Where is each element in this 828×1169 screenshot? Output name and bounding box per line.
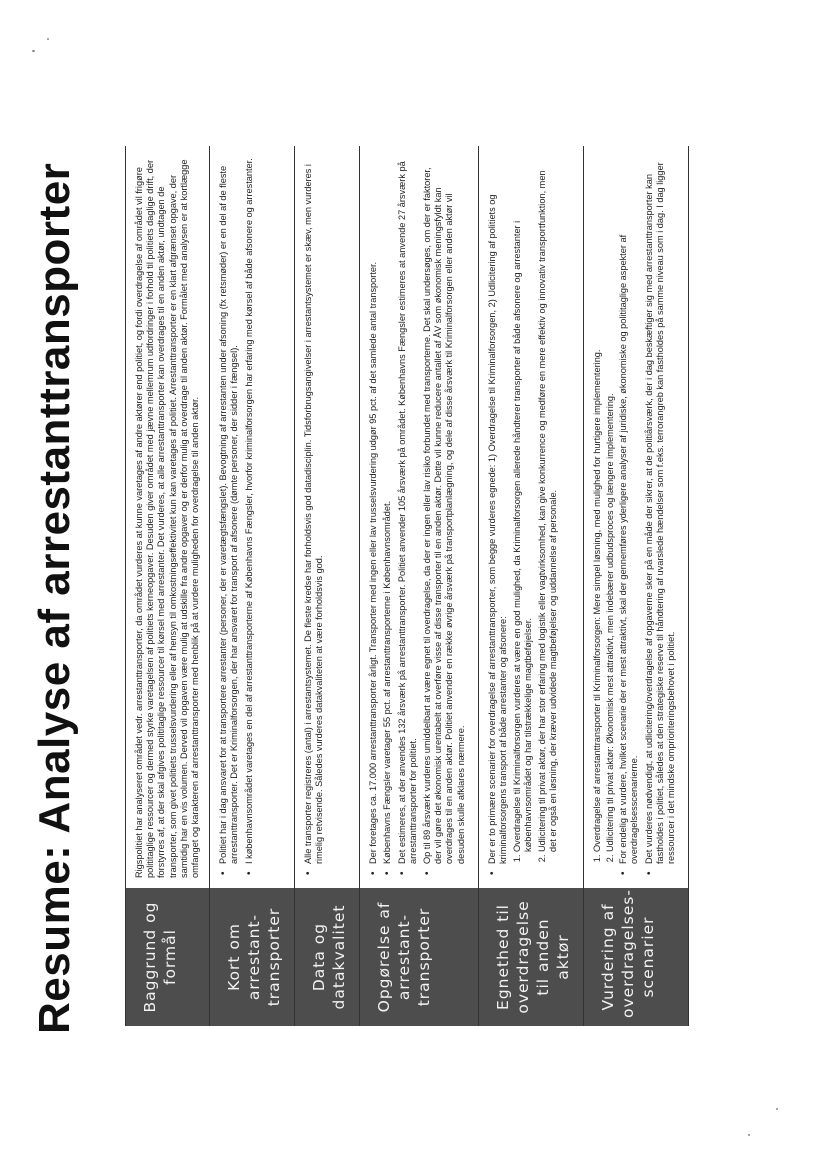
bullet-item: • Alle transporter registreres (antal) i arrestantsystemet. De fleste kredse har forholdsvis god datadisciplin. Tidsforbrugsangivelser i arrestantsystemet er skæv, men vurderes i rimelig retvisende. Således vurderes datakvaliteten at være forholdsvis god. (303, 156, 325, 864)
section-label: Vurdering af overdragelses-scenarier (584, 888, 688, 1026)
summary-table (125, 146, 689, 1026)
numbered-item: 1. Overdragelse af arrestanttransporter til Kriminalforsorgen: Mere simpel løsning, med mulighed for hurtigere implementering. (592, 156, 603, 852)
section-content (360, 146, 478, 888)
bullet-item: • Der foretages ca. 17.000 arrestanttransporter årligt. Transporter med ingen eller lav trusselsvurdering udgør 95 pct. af det samlede antal transporter. (368, 156, 379, 864)
numbered-list (512, 156, 559, 878)
section-label: Data og datakvalitet (295, 888, 359, 1026)
bullet-item: • Op til 89 årsværk vurderes umiddelbart at være egnet til overdragelse, da der er ingen eller lav risiko forbundet med transporterne. Det skal undersøges, om der er faktorer, der vil gøre det økonomisk urentabelt at overføre visse af disse transporter til en anden aktør. Dette vil kunne reducere antallet af ÅV som økonomisk meningsfyldt kan overdrages til en anden aktør. Politiet anvender en række øvrige årsværk på transportplanlægning, og dele af disse årsværk til Kriminalforsorgen eller anden aktør vil desuden skulle afklares nærmere. (422, 156, 467, 864)
section-row-egnethed (479, 146, 584, 1026)
bullet-list (487, 156, 509, 878)
bullet-item: • Det vurderes nødvendigt, at udlicitering/overdragelse af opgaverne sker på en måde der sikrer, at de politiårsværk, der i dag beskæftiger sig med arrestanttransporter kan fastholdes i politiet, således at den strategiske reserve til håndtering af uvarslede hændelser som f.eks. terrorangreb kan fastholdes på samme niveau som i dag. I dag ligger ressourcer i det mindske omprioriteringsbehovet i politiet. (644, 156, 678, 864)
section-row-data (295, 146, 360, 1026)
section-label: Egnethed til overdragelse til anden aktør (479, 888, 583, 1026)
section-row-opgoerelse (360, 146, 479, 1026)
bullet-item: • Politiet har i dag ansvaret for at transportere arrestanter (personer, der er varetægtsfængslet). Bevogtning af arrestanten under afsoning (fx retsmøder) er en del af de fleste arrestanttransporter. Det er Kriminalforsorgen, der har ansvaret for transport af afsonere (dømte personer, der sidder i fængsel). (218, 156, 240, 864)
bullet-item: • Københavns Fængsler varetager 55 pct. af arrestanttransporterne i Københavnsområdet. (382, 156, 393, 864)
section-content (479, 146, 583, 888)
section-content (584, 146, 688, 888)
section-content (295, 146, 359, 888)
bullet-list (218, 156, 255, 878)
bullet-item: • Der er to primære scenarier for overdragelse af arrestanttransporter, som begge vurderes egnede: 1) Overdragelse til Kriminalforsorgen, 2) Udlicitering af politiets og kriminalforsorgens transport af både arrestanter og afsonere: (487, 156, 509, 864)
numbered-item: 2. Udlicitering til privat aktør: Økonomisk mest attraktivt, men indebærer udbudsproces og længere implementering. (605, 156, 616, 852)
section-row-kort-om (210, 146, 295, 1026)
bullet-item: • Det estimeres, at der anvendes 132 årsværk på arrestanttransporter. Politiet anvender 105 årsværk på området. Københavns Fængsler estimeres at anvende 27 årsværk på arrestanttransporter for politiet. (397, 156, 419, 864)
bullet-list (368, 156, 467, 878)
bullet-item: • I københavnsområdet varetages en del af arrestanttransporterne af Københavns Fængsler, hvorfor kriminalforsorgen har erfaring med kørsel af både afsonere og arrestanter. (244, 156, 255, 864)
section-paragraph: Rigspolitiet har analyseret området vedr. arrestanttransporter, da området vurderes at kunne varetages af andre aktører end politiet, og fordi overdragelse af området vil frigøre polititaglige ressourcer og dermed styrke varetagelsen af politiets kerneopgaver. Desuden giver området med jævne mellemrum udfordringer i forhold til politiets daglige drift, der forstyrres af, at der skal afgives polititaglige ressourcer til kørsel med arrestanter. Det vurderes, at alle arrestanttransporter kan overdrages til en anden aktør, undtagen de transporter, som givet politiets trusselsvurdering eller af hensyn til omkostningseffektivitet kun kan varetages af politiet. Arrestanttransporter er en klart afgrænset opgave, der samtidig har en vis volumen. Derved vil opgaven være mulig at udskille fra andre opgaver og er derfor mulig at overdrage til anden aktør. Formålet med analysen er at kortlægge omfanget og karakteren af arrestanttransporter med henblik på at vurdere muligheden for overdragelse til anden aktør. (134, 159, 201, 878)
numbered-list (592, 156, 616, 878)
page-content (30, 134, 790, 1034)
section-content (126, 146, 209, 888)
section-label: Baggrund og formål (126, 888, 209, 1026)
page-title: Resume: Analyse af arrestanttransporter (30, 162, 79, 1034)
bullet-list (618, 156, 677, 878)
section-row-baggrund (126, 146, 210, 1026)
bullet-list (303, 156, 325, 878)
section-content (210, 146, 294, 888)
numbered-item: 1. Overdragelse til Kriminalforsorgen vurderes at være en god mulighed, da Kriminalforsorgen allerede håndterer transporter af både afsonere og arrestanter i københavnsområdet og har tilstrækkelige magtbeføjelser. (512, 156, 534, 852)
section-row-vurdering (584, 146, 689, 1026)
numbered-item: 2. Udlicitering til privat aktør, der har stor erfaring med logistik eller vagtvirksomhed, kan give konkurrence og medføre en mere effektiv og innovativ transportfunktion, men det er også en løsning, der kræver udvidede magtbeføjelser og uddannelse af personale. (537, 156, 559, 852)
section-label: Kort om arrestant-transporter (210, 888, 294, 1026)
bullet-item: • For endelig at vurdere, hvilket scenarie der er mest attraktivt, skal der gennemføres yderligere analyser af juridiske, økonomiske og polititaglige aspekter af overdragelsesscenarierne. (618, 156, 640, 864)
section-label: Opgørelse af arrestant-transporter (360, 888, 478, 1026)
